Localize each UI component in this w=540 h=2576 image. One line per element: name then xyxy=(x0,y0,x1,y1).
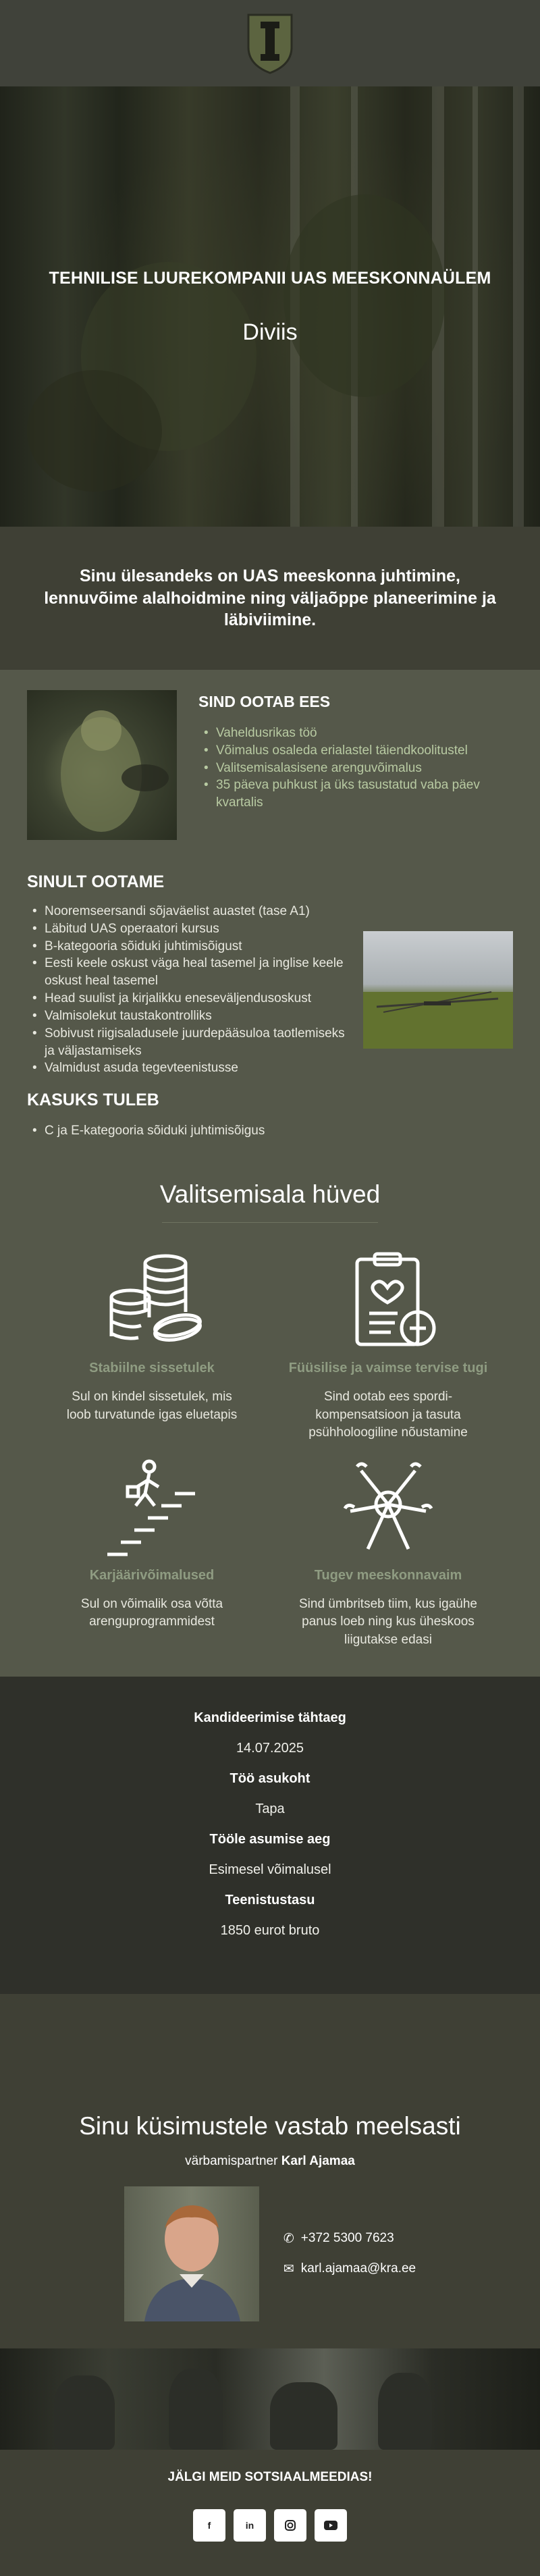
soldier-photo xyxy=(27,690,177,840)
start-value: Esimesel võimalusel xyxy=(209,1862,331,1877)
location-value: Tapa xyxy=(255,1801,285,1816)
offer-list xyxy=(198,725,513,812)
perk-card xyxy=(284,1250,493,1442)
list-item: • Sobivust riigisaladusele juurdepääsuloa taotlemiseks ja väljastamiseks xyxy=(27,1025,350,1060)
list-item: • Valmisolekut taustakontrolliks xyxy=(27,1007,350,1025)
deadline-value: 14.07.2025 xyxy=(236,1740,304,1756)
recruiter-photo xyxy=(124,2186,259,2321)
perk-title: Füüsilise ja vaimse tervise tugi xyxy=(288,1361,488,1376)
mission-text: Sinu ülesandeks on UAS meeskonna juhtimine, lennuvõime alalhoidmine ning väljaõppe planeerimine ja läbiviimine. xyxy=(44,567,496,630)
mission-statement xyxy=(0,527,540,670)
list-item: • B-kategooria sõiduki juhtimisõigust xyxy=(27,938,350,955)
footer xyxy=(0,2450,540,2566)
perk-card xyxy=(284,1457,493,1650)
start-label: Tööle asumise aeg xyxy=(209,1831,331,1847)
drone-field-photo xyxy=(363,931,513,1049)
benefits-list xyxy=(27,1122,513,1140)
email-address[interactable]: karl.ajamaa@kra.ee xyxy=(300,2261,416,2276)
offer-title: SIND OOTAB EES xyxy=(198,693,331,710)
hero-banner xyxy=(0,86,540,527)
job-description xyxy=(0,670,540,1167)
perk-card xyxy=(47,1457,256,1650)
requirements-title: SINULT OOTAME xyxy=(27,872,165,891)
recruiter-role: värbamispartner xyxy=(185,2153,278,2168)
soldiers-banner xyxy=(0,2348,540,2450)
list-item: • Head suulist ja kirjalikku eneseväljendusoskust xyxy=(27,990,350,1007)
list-item: • Valitsemisalasisene arenguvõimalus xyxy=(198,760,513,777)
salary-value: 1850 eurot bruto xyxy=(220,1922,320,1938)
list-item: • C ja E-kategooria sõiduki juhtimisõigus xyxy=(27,1122,513,1140)
instagram-icon[interactable] xyxy=(274,2509,306,2542)
social-links xyxy=(0,2509,540,2542)
job-title: TEHNILISE LUUREKOMPANII UAS MEESKONNAÜLEM xyxy=(49,269,491,288)
linkedin-icon[interactable]: in xyxy=(234,2509,266,2542)
youtube-icon[interactable] xyxy=(315,2509,347,2542)
envelope-icon: ✉ xyxy=(283,2261,294,2276)
list-item: • Nooremseersandi sõjaväelist auastet (tase A1) xyxy=(27,903,350,920)
benefits-title: KASUKS TULEB xyxy=(27,1090,159,1110)
perk-card xyxy=(47,1250,256,1442)
contact-title: Sinu küsimustele vastab meelsasti xyxy=(79,2111,461,2140)
list-item: • Eesti keele oskust väga heal tasemel ja inglise keele oskust heal tasemel xyxy=(27,955,350,990)
social-title: JÄLGI MEID SOTSIAALMEEDIAS! xyxy=(167,2469,373,2484)
list-item: • Vaheldusrikas töö xyxy=(198,725,513,742)
drone-icon xyxy=(363,931,513,1049)
facebook-icon[interactable]: f xyxy=(193,2509,225,2542)
top-bar xyxy=(0,0,540,86)
salary-label: Teenistustasu xyxy=(225,1892,315,1908)
location-label: Töö asukoht xyxy=(230,1770,310,1786)
phone-row[interactable] xyxy=(284,2231,416,2246)
list-item: • Võimalus osaleda erialastel täiendkoolitustel xyxy=(198,742,513,760)
phone-number[interactable]: +372 5300 7623 xyxy=(300,2231,394,2246)
perk-text: Sind ootab ees spordi-kompensatsioon ja tasuta psühholoogiline nõustamine xyxy=(308,1390,468,1440)
perk-title: Karjäärivõimalused xyxy=(89,1567,215,1583)
job-details xyxy=(0,1677,540,1994)
perks-section xyxy=(0,1167,540,1677)
clipboard-health-icon xyxy=(334,1250,442,1351)
perk-title: Stabiilne sissetulek xyxy=(89,1361,215,1376)
list-item: • Läbitud UAS operaatori kursus xyxy=(27,920,350,938)
requirements-list xyxy=(27,903,350,1077)
team-hands-icon xyxy=(334,1457,442,1558)
phone-icon: ✆ xyxy=(283,2231,294,2246)
perk-title: Tugev meeskonnavaim xyxy=(314,1567,462,1583)
perk-text: Sind ümbritseb tiim, kus igaühe panus loeb ning kus üheskoos liigutakse edasi xyxy=(298,1596,477,1648)
shield-logo-icon xyxy=(246,12,294,74)
recruiter-name: Karl Ajamaa xyxy=(281,2153,355,2168)
email-row[interactable] xyxy=(284,2261,416,2277)
unit-name: Diviis xyxy=(242,319,298,345)
deadline-label: Kandideerimise tähtaeg xyxy=(194,1710,346,1725)
coins-icon xyxy=(98,1250,206,1351)
recruiter-line xyxy=(27,2154,513,2169)
perk-text: Sul on võimalik osa võtta arenguprogrammidest xyxy=(80,1596,223,1629)
career-stairs-icon xyxy=(98,1457,206,1558)
list-item: • 35 päeva puhkust ja üks tasustatud vaba päev kvartalis xyxy=(198,777,513,812)
perks-title: Valitsemisala hüved xyxy=(159,1180,381,1209)
logo[interactable] xyxy=(246,12,294,74)
avatar xyxy=(124,2186,259,2321)
perk-text: Sul on kindel sissetulek, mis loob turvatunde igas eluetapis xyxy=(66,1390,238,1422)
list-item: • Valmidust asuda tegevteenistusse xyxy=(27,1059,350,1077)
contact-section xyxy=(0,1994,540,2348)
divider xyxy=(162,1222,378,1223)
